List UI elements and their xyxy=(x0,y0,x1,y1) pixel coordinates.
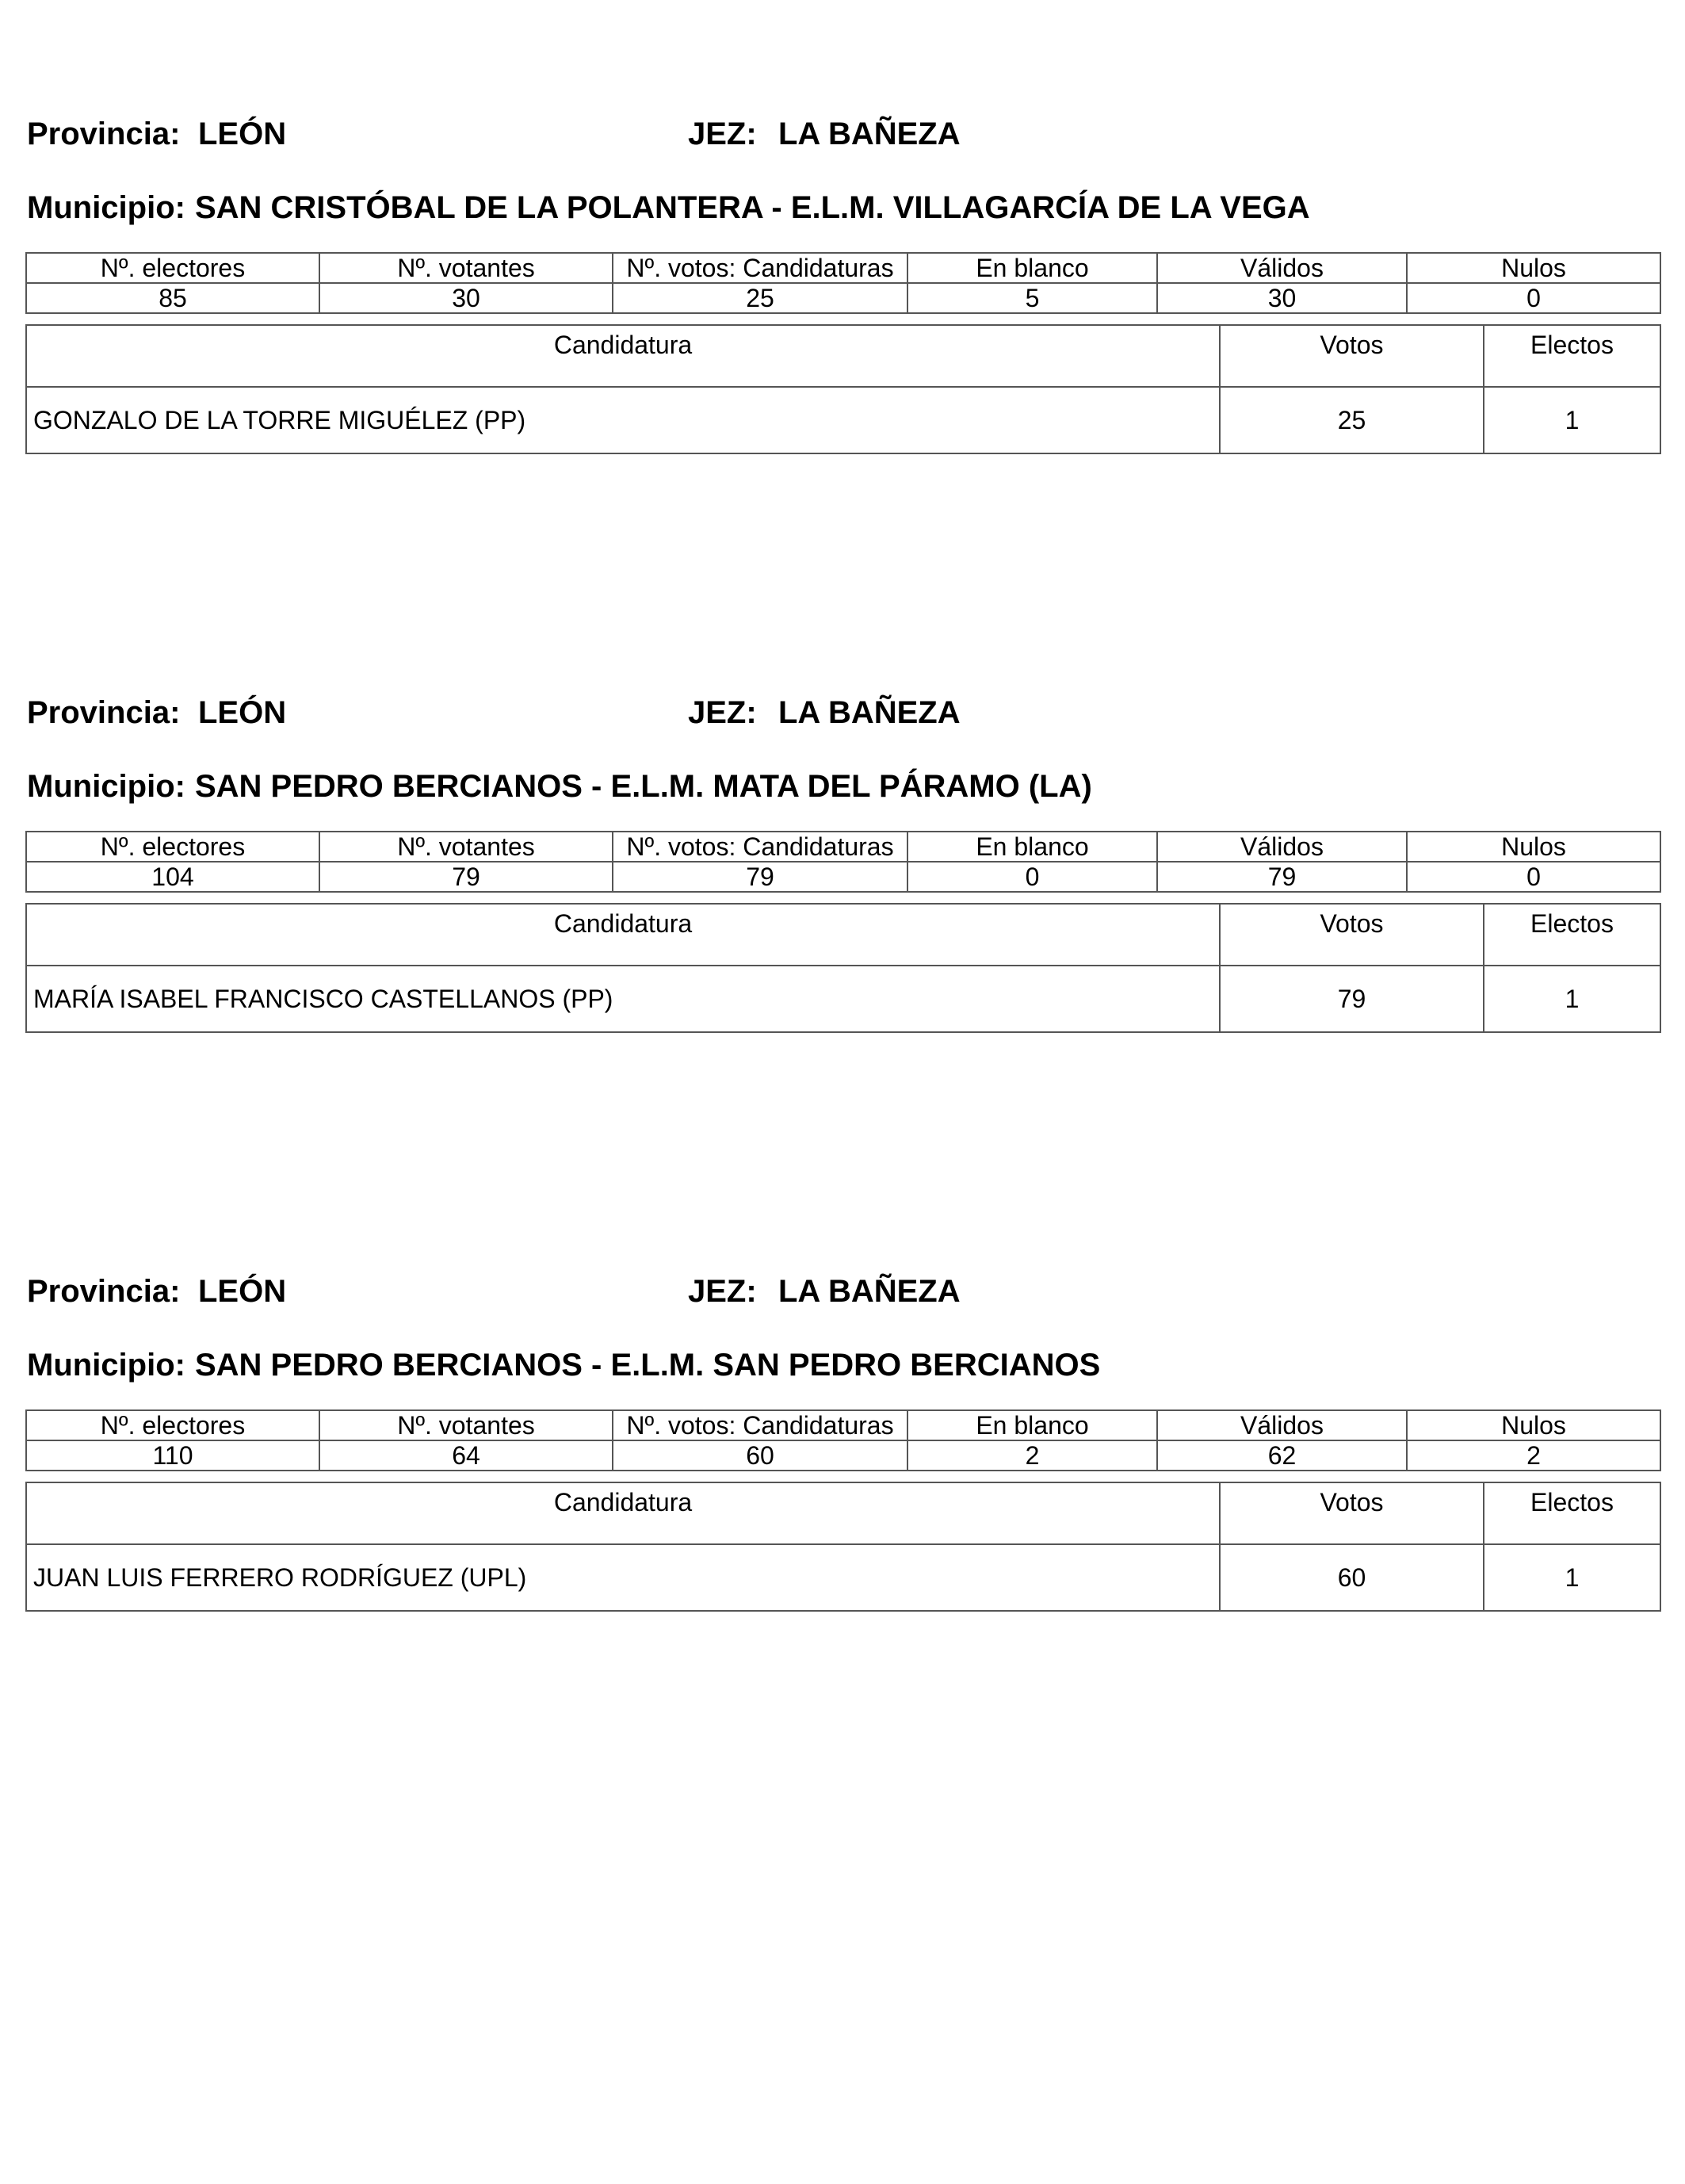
value-validos: 62 xyxy=(1157,1440,1407,1471)
municipio-value: SAN PEDRO BERCIANOS - E.L.M. MATA DEL PÁRAMO (LA) xyxy=(194,769,1092,804)
candidates-table xyxy=(25,1482,1661,1612)
municipio-row xyxy=(27,764,1092,809)
provincia-value: LEÓN xyxy=(198,1274,287,1309)
value-validos: 30 xyxy=(1157,283,1407,313)
value-en-blanco: 0 xyxy=(907,862,1157,892)
municipio-value: SAN CRISTÓBAL DE LA POLANTERA - E.L.M. VILLAGARCÍA DE LA VEGA xyxy=(194,190,1310,225)
header-electores: Nº. electores xyxy=(26,253,319,283)
provincia-label: Provincia: xyxy=(27,695,181,730)
province-row xyxy=(25,112,1660,156)
jez-label: JEZ: xyxy=(688,117,757,151)
candidates-header-row xyxy=(26,325,1660,387)
stats-header-row xyxy=(26,253,1660,283)
header-validos: Válidos xyxy=(1157,1410,1407,1440)
table-row xyxy=(26,966,1660,1032)
header-votos-candidaturas: Nº. votos: Candidaturas xyxy=(613,1410,907,1440)
municipio-label: Municipio: xyxy=(27,1348,185,1383)
table-row xyxy=(26,1544,1660,1611)
provincia-label: Provincia: xyxy=(27,117,181,151)
header-votos: Votos xyxy=(1220,904,1484,966)
stats-header-row xyxy=(26,832,1660,862)
stats-table xyxy=(25,1409,1661,1471)
candidate-name: GONZALO DE LA TORRE MIGUÉLEZ (PP) xyxy=(26,387,1220,453)
value-en-blanco: 2 xyxy=(907,1440,1157,1471)
header-votantes: Nº. votantes xyxy=(319,253,613,283)
municipio-label: Municipio: xyxy=(27,769,185,804)
header-votos-candidaturas: Nº. votos: Candidaturas xyxy=(613,253,907,283)
header-votos: Votos xyxy=(1220,325,1484,387)
value-votos-candidaturas: 60 xyxy=(613,1440,907,1471)
provincia-value: LEÓN xyxy=(198,117,287,151)
candidate-electos: 1 xyxy=(1484,387,1660,453)
candidate-votos: 79 xyxy=(1220,966,1484,1032)
value-nulos: 0 xyxy=(1407,862,1660,892)
header-votos-candidaturas: Nº. votos: Candidaturas xyxy=(613,832,907,862)
header-validos: Válidos xyxy=(1157,253,1407,283)
header-electos: Electos xyxy=(1484,325,1660,387)
candidate-electos: 1 xyxy=(1484,1544,1660,1611)
value-nulos: 2 xyxy=(1407,1440,1660,1471)
header-votantes: Nº. votantes xyxy=(319,832,613,862)
jez-value: LA BAÑEZA xyxy=(778,1274,961,1309)
value-votantes: 79 xyxy=(319,862,613,892)
value-electores: 85 xyxy=(26,283,319,313)
header-candidatura: Candidatura xyxy=(26,1482,1220,1544)
header-candidatura: Candidatura xyxy=(26,325,1220,387)
jez-value: LA BAÑEZA xyxy=(778,117,961,151)
header-electores: Nº. electores xyxy=(26,1410,319,1440)
municipio-row xyxy=(27,186,1310,230)
municipio-value: SAN PEDRO BERCIANOS - E.L.M. SAN PEDRO BERCIANOS xyxy=(194,1348,1101,1383)
header-en-blanco: En blanco xyxy=(907,1410,1157,1440)
provincia-value: LEÓN xyxy=(198,695,287,730)
table-row xyxy=(26,387,1660,453)
header-nulos: Nulos xyxy=(1407,832,1660,862)
candidate-votos: 25 xyxy=(1220,387,1484,453)
header-validos: Válidos xyxy=(1157,832,1407,862)
province-row xyxy=(25,690,1660,735)
header-en-blanco: En blanco xyxy=(907,253,1157,283)
stats-value-row xyxy=(26,1440,1660,1471)
value-votos-candidaturas: 79 xyxy=(613,862,907,892)
municipio-label: Municipio: xyxy=(27,190,185,225)
header-votos: Votos xyxy=(1220,1482,1484,1544)
header-nulos: Nulos xyxy=(1407,253,1660,283)
candidates-table xyxy=(25,324,1661,454)
value-votos-candidaturas: 25 xyxy=(613,283,907,313)
stats-table xyxy=(25,252,1661,314)
value-validos: 79 xyxy=(1157,862,1407,892)
jez-label: JEZ: xyxy=(688,1274,757,1309)
province-row xyxy=(25,1269,1660,1314)
header-electores: Nº. electores xyxy=(26,832,319,862)
stats-table xyxy=(25,831,1661,893)
stats-value-row xyxy=(26,283,1660,313)
header-electos: Electos xyxy=(1484,904,1660,966)
jez-value: LA BAÑEZA xyxy=(778,695,961,730)
value-electores: 104 xyxy=(26,862,319,892)
candidate-votos: 60 xyxy=(1220,1544,1484,1611)
stats-header-row xyxy=(26,1410,1660,1440)
header-electos: Electos xyxy=(1484,1482,1660,1544)
value-nulos: 0 xyxy=(1407,283,1660,313)
jez-label: JEZ: xyxy=(688,695,757,730)
provincia-label: Provincia: xyxy=(27,1274,181,1309)
candidates-table xyxy=(25,903,1661,1033)
candidate-electos: 1 xyxy=(1484,966,1660,1032)
header-nulos: Nulos xyxy=(1407,1410,1660,1440)
municipio-row xyxy=(27,1343,1100,1387)
header-votantes: Nº. votantes xyxy=(319,1410,613,1440)
stats-value-row xyxy=(26,862,1660,892)
header-candidatura: Candidatura xyxy=(26,904,1220,966)
value-votantes: 64 xyxy=(319,1440,613,1471)
candidates-header-row xyxy=(26,904,1660,966)
value-votantes: 30 xyxy=(319,283,613,313)
candidates-header-row xyxy=(26,1482,1660,1544)
value-electores: 110 xyxy=(26,1440,319,1471)
value-en-blanco: 5 xyxy=(907,283,1157,313)
candidate-name: JUAN LUIS FERRERO RODRÍGUEZ (UPL) xyxy=(26,1544,1220,1611)
header-en-blanco: En blanco xyxy=(907,832,1157,862)
candidate-name: MARÍA ISABEL FRANCISCO CASTELLANOS (PP) xyxy=(26,966,1220,1032)
